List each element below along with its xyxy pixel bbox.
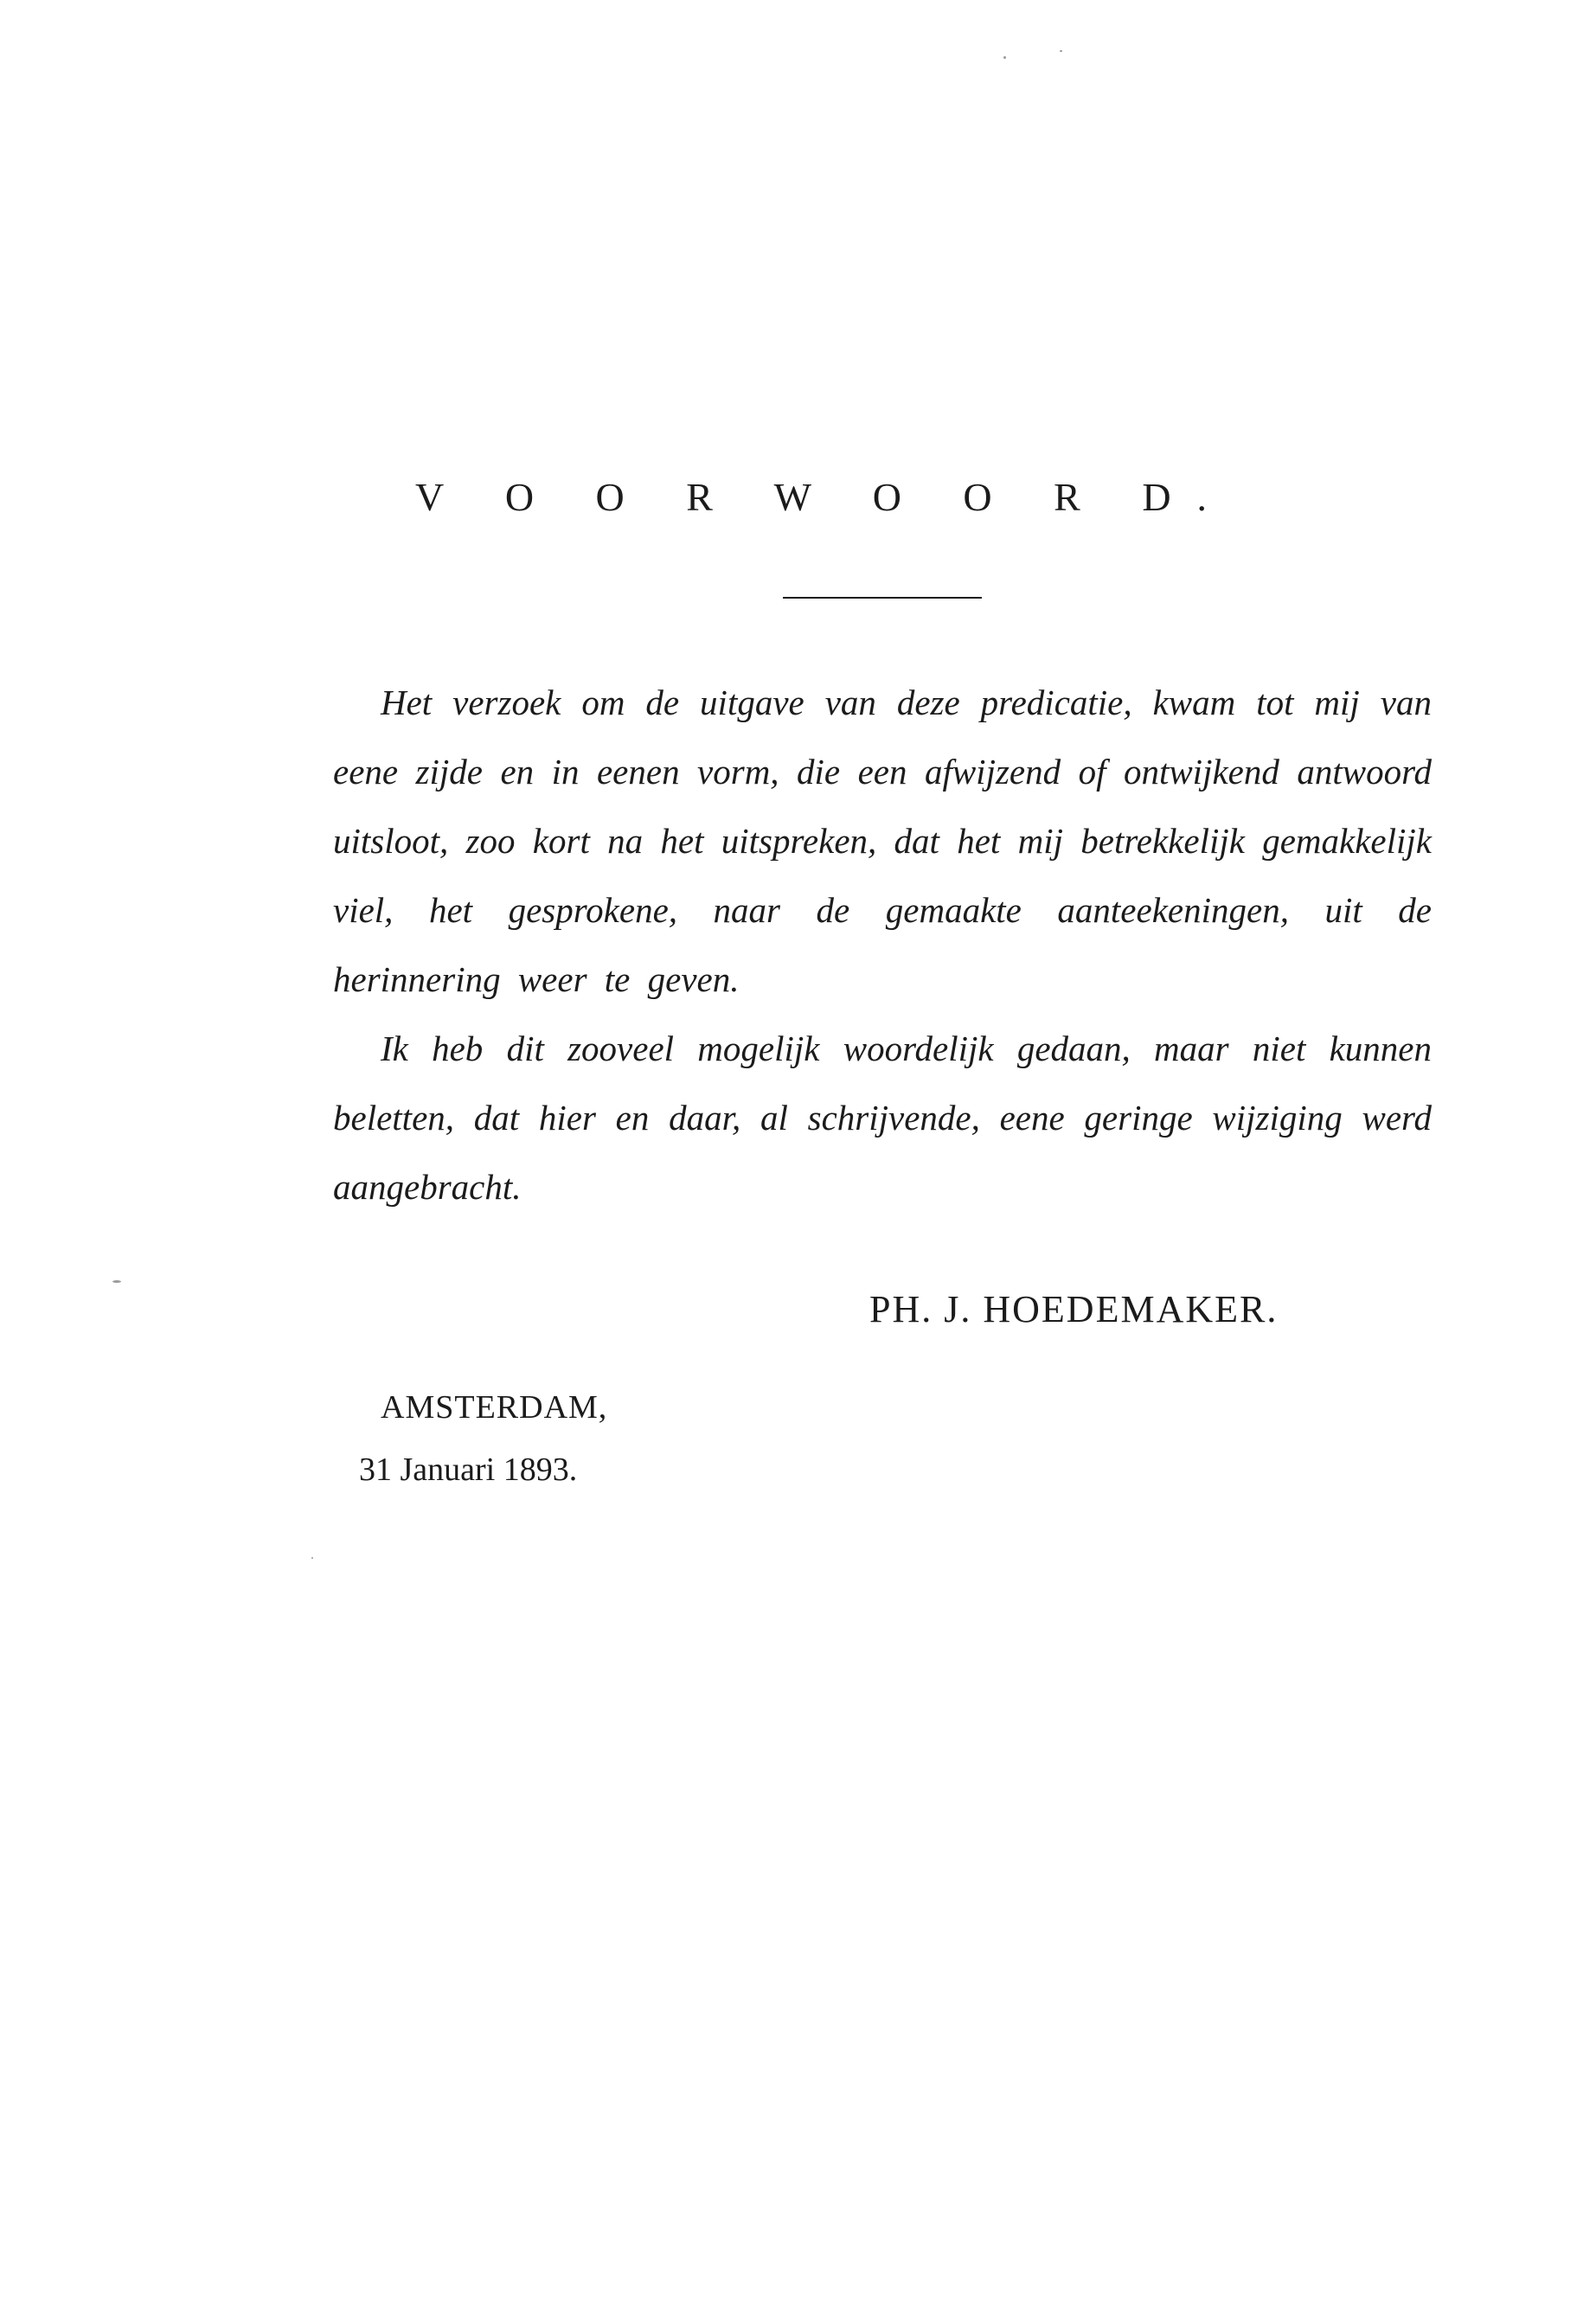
scan-speck <box>1060 50 1062 52</box>
date-line: 31 Januari 1893. <box>359 1452 578 1488</box>
preface-body <box>333 668 1432 1221</box>
title-divider <box>783 597 982 599</box>
scan-speck <box>1003 56 1006 59</box>
place-line: AMSTERDAM, <box>381 1389 608 1426</box>
paragraph-1: Het verzoek om de uitgave van deze predicatie, kwam tot mij van eene zijde en in eenen vorm, die een afwijzend of ontwijkend antwoord uitsloot, zoo kort na het uitspreken, dat het mij betrekkelijk gemakkelijk viel, het gesprokene, naar de gemaakte aanteekeningen, uit de herinnering weer te geven. <box>333 683 1432 999</box>
page-title: V O O R W O O R D. <box>414 475 1234 519</box>
scan-speck <box>311 1557 313 1559</box>
author-signature: PH. J. HOEDEMAKER. <box>869 1288 1279 1330</box>
scan-speck <box>112 1280 121 1283</box>
paragraph-2: Ik heb dit zooveel mogelijk woordelijk gedaan, maar niet kunnen beletten, dat hier en daar, al schrijvende, eene geringe wijziging werd aangebracht. <box>333 1029 1432 1207</box>
